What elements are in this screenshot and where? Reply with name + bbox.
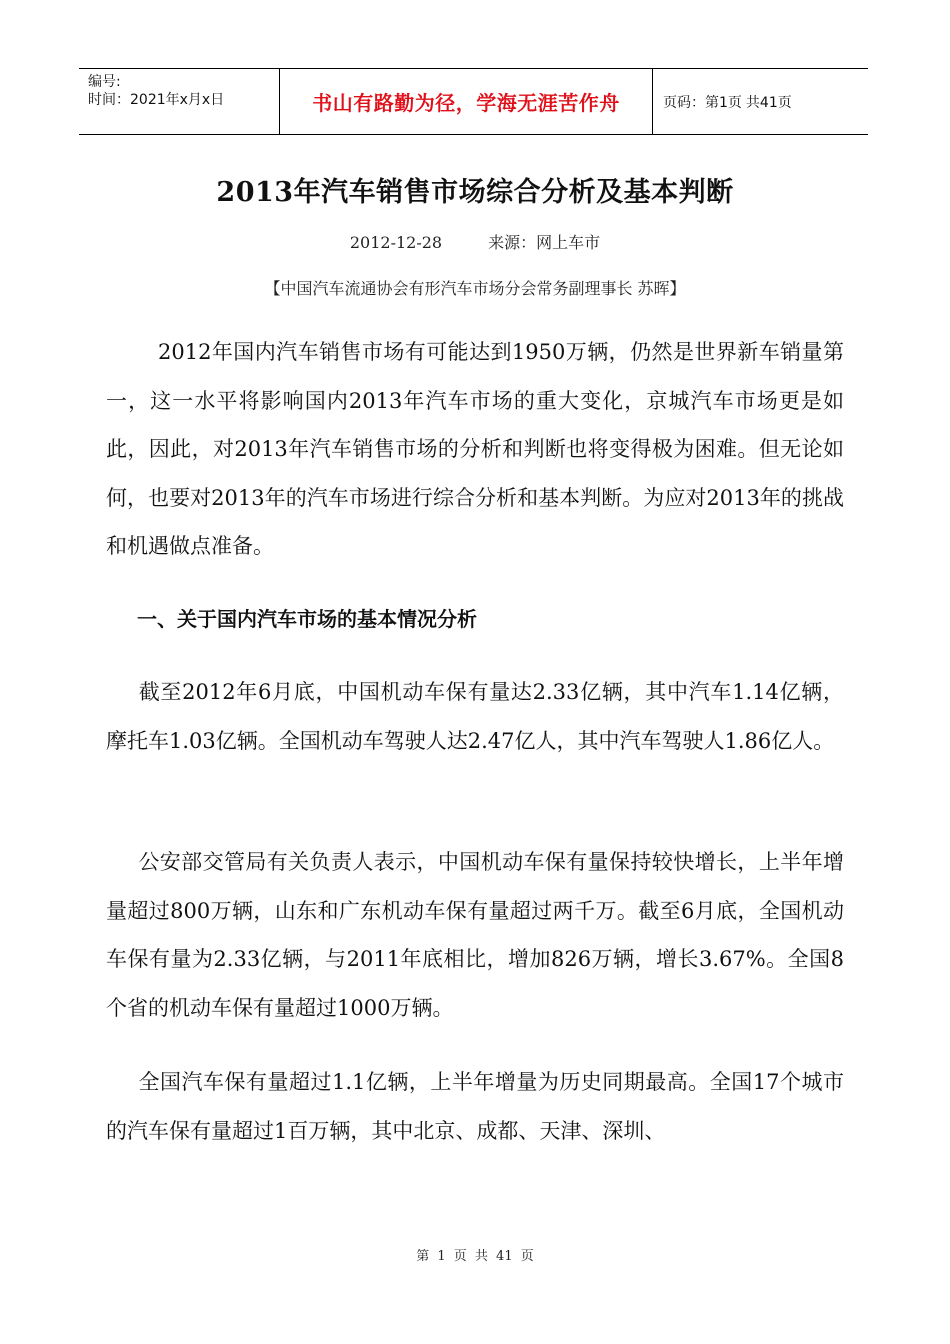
header-info-cell xyxy=(79,69,280,134)
paragraph-vehicle-count xyxy=(106,668,844,765)
article-title: 2013年汽车销售市场综合分析及基本判断 xyxy=(216,177,734,208)
header-page-cell xyxy=(653,69,868,134)
header-motto-cell xyxy=(280,69,653,134)
section-heading: 一、关于国内汽车市场的基本情况分析 xyxy=(137,607,477,631)
paragraph-traffic-bureau xyxy=(106,838,844,1032)
paragraph-text: 公安部交管局有关负责人表示，中国机动车保有量保持较快增长，上半年增量超过800万辆，山东和广东机动车保有量超过两千万。截至6月底，全国机动车保有量为2.33亿辆，与2011年底相比，增加826万辆，增长3.67%。全国8个省的机动车保有量超过1000万辆。 xyxy=(106,850,844,1020)
article-source: 来源：网上车市 xyxy=(488,233,601,252)
article-date: 2012-12-28 xyxy=(349,233,443,252)
total-pages-label: 共41页 xyxy=(745,94,792,111)
motto-text: 书山有路勤为径，学海无涯苦作舟 xyxy=(312,91,620,115)
document-header xyxy=(79,68,868,135)
time-label: 时间：2021年x月x日 xyxy=(88,92,225,108)
paragraph-intro xyxy=(106,328,844,571)
page-footer: 第 1 页 共 41 页 xyxy=(416,1249,534,1264)
article-author: 【中国汽车流通协会有形汽车市场分会常务副理事长 苏晖】 xyxy=(264,279,686,298)
page-number-label: 页码：第1页 xyxy=(663,94,742,111)
paragraph-text: 截至2012年6月底，中国机动车保有量达2.33亿辆，其中汽车1.14亿辆，摩托车1.03亿辆。全国机动车驾驶人达2.47亿人，其中汽车驾驶人1.86亿人。 xyxy=(106,680,844,753)
paragraph-text: 全国汽车保有量超过1.1亿辆，上半年增量为历史同期最高。全国17个城市的汽车保有量超过1百万辆，其中北京、成都、天津、深圳、 xyxy=(106,1070,844,1143)
paragraph-text: 2012年国内汽车销售市场有可能达到1950万辆，仍然是世界新车销量第一，这一水平将影响国内2013年汽车市场的重大变化，京城汽车市场更是如此，因此，对2013年汽车销售市场的分析和判断也将变得极为困难。但无论如何，也要对2013年的汽车市场进行综合分析和基本判断。为应对2013年的挑战和机遇做点准备。 xyxy=(106,340,844,558)
serial-number-label: 编号: xyxy=(88,74,121,90)
article-meta xyxy=(0,230,950,253)
paragraph-car-ownership xyxy=(106,1058,844,1155)
